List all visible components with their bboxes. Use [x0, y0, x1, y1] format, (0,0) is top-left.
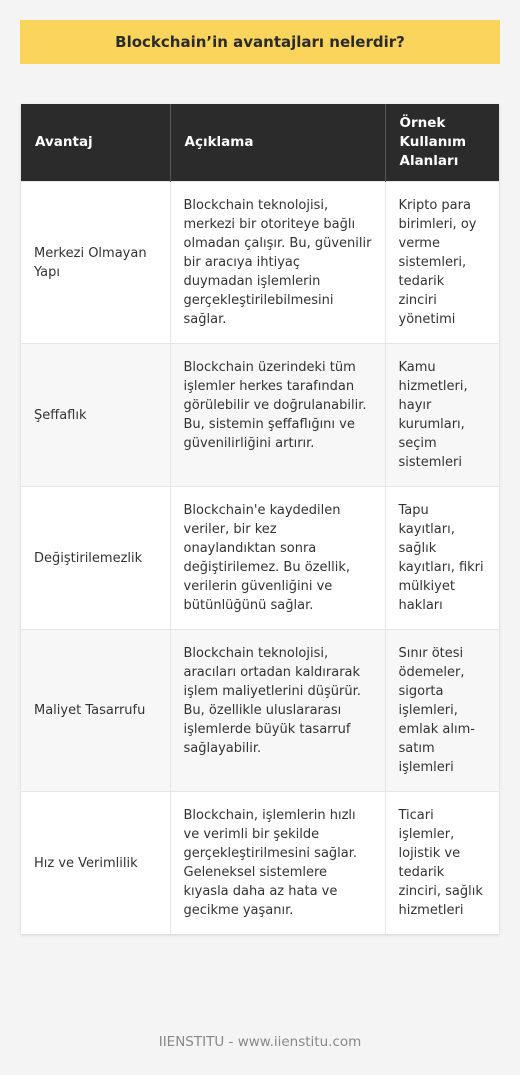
cell-examples: Kamu hizmetleri, hayır kurumları, seçim sistemleri — [385, 344, 499, 487]
footer-credit: IIENSTITU - www.iienstitu.com — [158, 1034, 362, 1050]
cell-advantage: Şeffaflık — [21, 344, 170, 487]
table-header-row — [21, 104, 499, 182]
header-description: Açıklama — [170, 104, 385, 182]
cell-examples: Tapu kayıtları, sağlık kayıtları, fikri mülkiyet hakları — [385, 487, 499, 630]
cell-description: Blockchain üzerindeki tüm işlemler herkes tarafından görülebilir ve doğrulanabilir. Bu, sistemin şeffaflığını ve güvenilirliğini artırır. — [170, 344, 385, 487]
cell-description: Blockchain teknolojisi, merkezi bir otoriteye bağlı olmadan çalışır. Bu, güvenilir bir aracıya ihtiyaç duymadan işlemlerin gerçekleştirilebilmesini sağlar. — [170, 182, 385, 344]
cell-examples: Kripto para birimleri, oy verme sistemleri, tedarik zinciri yönetimi — [385, 182, 499, 344]
advantages-table-card — [21, 104, 499, 934]
advantages-table — [21, 104, 499, 934]
title-banner — [20, 20, 500, 64]
cell-advantage: Hız ve Verimlilik — [21, 792, 170, 935]
cell-description: Blockchain'e kaydedilen veriler, bir kez onaylandıktan sonra değiştirilemez. Bu özellik, verilerin güvenliğini ve bütünlüğünü sağlar. — [170, 487, 385, 630]
table-row — [21, 344, 499, 487]
page-title: Blockchain’in avantajları nelerdir? — [115, 33, 405, 51]
cell-advantage: Değiştirilemezlik — [21, 487, 170, 630]
cell-advantage: Maliyet Tasarrufu — [21, 630, 170, 792]
cell-examples: Ticari işlemler, lojistik ve tedarik zinciri, sağlık hizmetleri — [385, 792, 499, 935]
header-examples: Örnek Kullanım Alanları — [385, 104, 499, 182]
table-row — [21, 630, 499, 792]
cell-advantage: Merkezi Olmayan Yapı — [21, 182, 170, 344]
cell-examples: Sınır ötesi ödemeler, sigorta işlemleri, emlak alım-satım işlemleri — [385, 630, 499, 792]
header-advantage: Avantaj — [21, 104, 170, 182]
table-row — [21, 792, 499, 935]
table-row — [21, 487, 499, 630]
cell-description: Blockchain, işlemlerin hızlı ve verimli bir şekilde gerçekleştirilmesini sağlar. Geleneksel sistemlere kıyasla daha az hata ve gecikme yaşanır. — [170, 792, 385, 935]
table-row — [21, 182, 499, 344]
cell-description: Blockchain teknolojisi, aracıları ortadan kaldırarak işlem maliyetlerini düşürür. Bu, özellikle uluslararası işlemlerde büyük tasarruf sağlayabilir. — [170, 630, 385, 792]
